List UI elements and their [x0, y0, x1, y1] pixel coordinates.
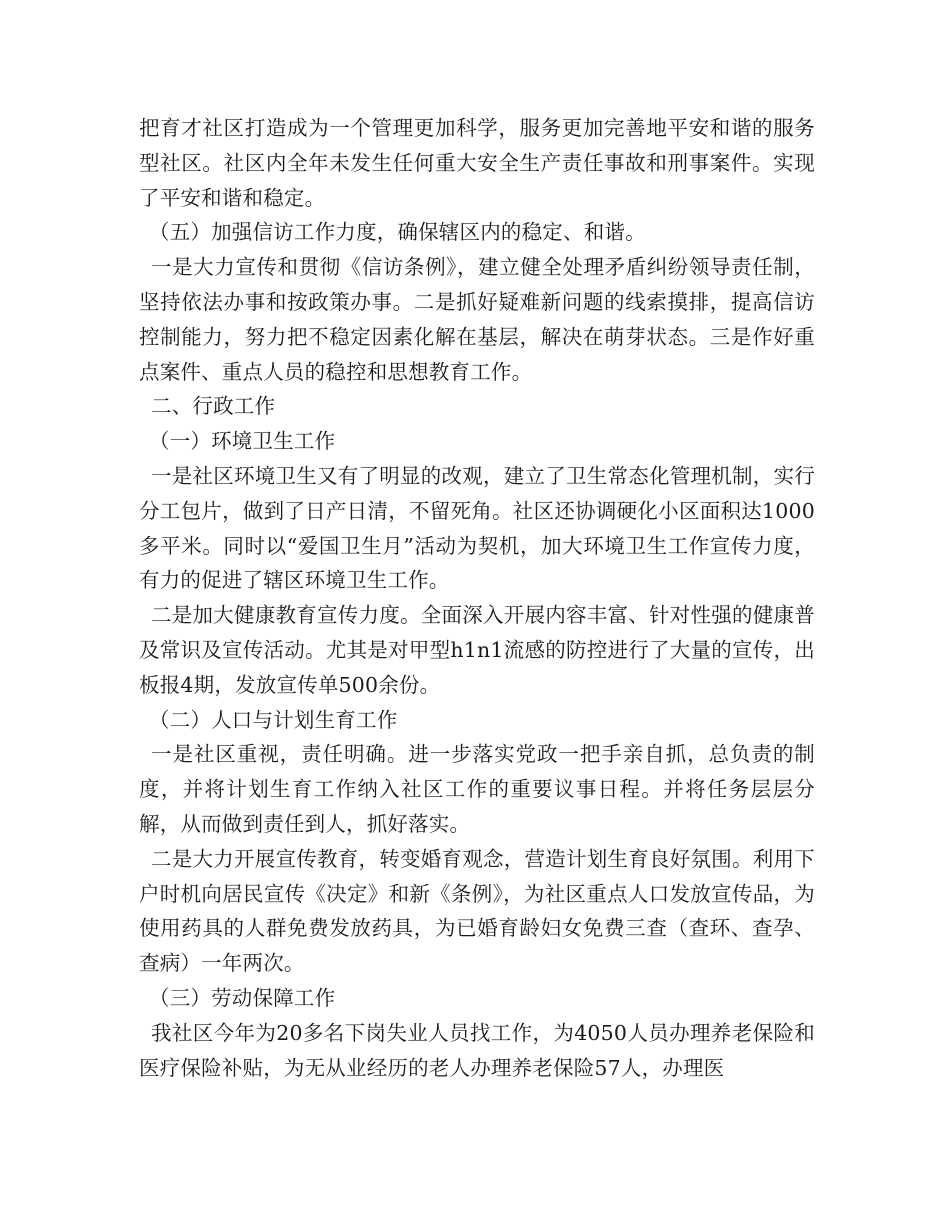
section-heading: （一）环境卫生工作 — [149, 429, 336, 454]
paragraph: 我社区今年为20多名下岗失业人员找工作，为4050人员办理养老保险和医疗保险补贴，为无从业经历的老人办理养老保险57人，办理医 — [139, 1020, 815, 1080]
section-heading: 二、行政工作 — [151, 394, 276, 419]
paragraph: 二是大力开展宣传教育，转变婚育观念，营造计划生育良好氛围。利用下户时机向居民宣传《决定》和新《条例》，为社区重点人口发放宣传品，为使用药具的人群免费发放药具，为已婚育龄妇女免费三查（查环、查孕、查病）一年两次。 — [139, 846, 815, 976]
paragraph: 二是加大健康教育宣传力度。全面深入开展内容丰富、针对性强的健康普及常识及宣传活动。尤其是对甲型h1n1流感的防控进行了大量的宣传，出板报4期，发放宣传单500余份。 — [139, 603, 815, 697]
section-heading: （三）劳动保障工作 — [149, 985, 336, 1010]
paragraph: 一是社区重视，责任明确。进一步落实党政一把手亲自抓，总负责的制度，并将计划生育工作纳入社区工作的重要议事日程。并将任务层层分解，从而做到责任到人，抓好落实。 — [139, 742, 815, 836]
paragraph: 一是社区环境卫生又有了明显的改观，建立了卫生常态化管理机制，实行分工包片，做到了日产日清，不留死角。社区还协调硬化小区面积达1000多平米。同时以“爱国卫生月”活动为契机，加大环境卫生工作宣传力度，有力的促进了辖区环境卫生工作。 — [139, 463, 815, 593]
section-heading: （五）加强信访工作力度，确保辖区内的稳定、和谐。 — [149, 220, 646, 245]
document-body — [139, 111, 815, 1085]
paragraph: 一是大力宣传和贯彻《信访条例》，建立健全处理矛盾纠纷领导责任制，坚持依法办事和按政策办事。二是抓好疑难新问题的线索摸排，提高信访控制能力，努力把不稳定因素化解在基层，解决在萌芽状态。三是作好重点案件、重点人员的稳控和思想教育工作。 — [139, 255, 815, 384]
section-heading: （二）人口与计划生育工作 — [149, 707, 398, 732]
paragraph: 把育才社区打造成为一个管理更加科学，服务更加完善地平安和谐的服务型社区。社区内全年未发生任何重大安全生产责任事故和刑事案件。实现了平安和谐和稳定。 — [139, 116, 815, 210]
